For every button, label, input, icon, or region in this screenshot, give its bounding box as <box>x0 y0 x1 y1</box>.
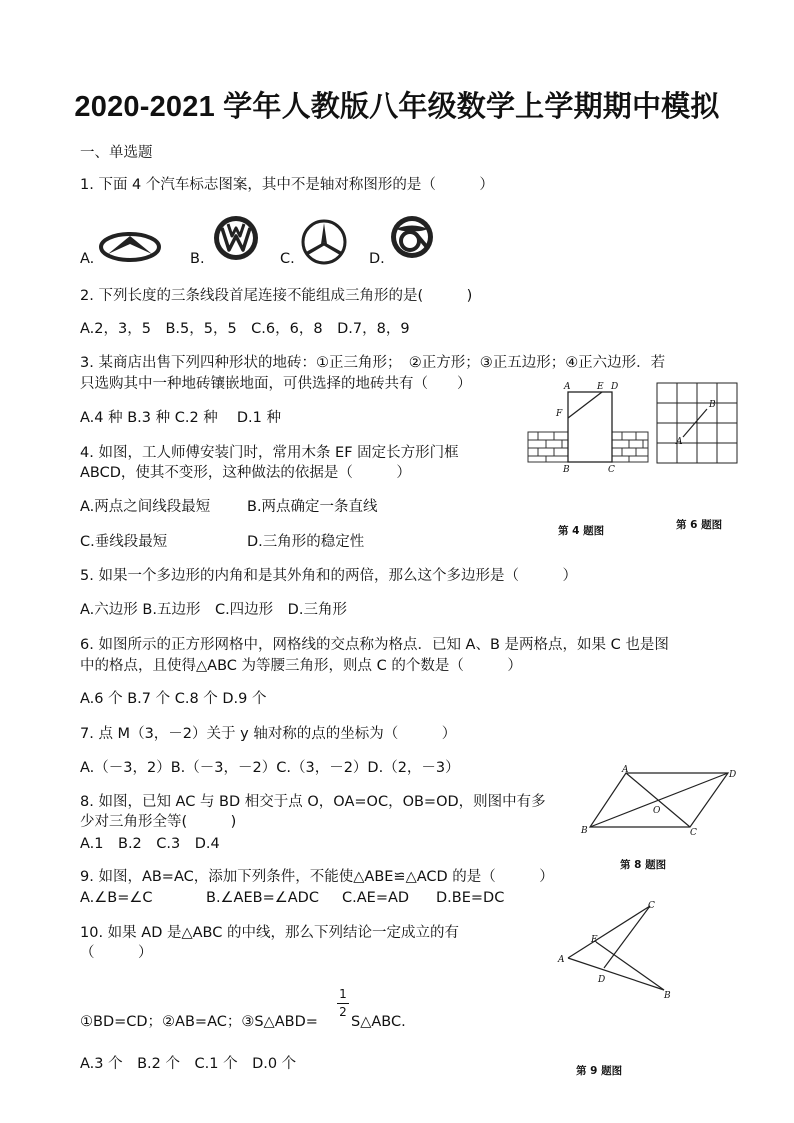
q5-options: A.六边形 B.五边形 C.四边形 D.三角形 <box>80 602 347 618</box>
q9-triangle-figure <box>552 898 676 1000</box>
q8-point-label: D <box>729 770 737 780</box>
q1-stem: 1. 下面 4 个汽车标志图案，其中不是轴对称图形的是（ ） <box>80 177 494 193</box>
q3-stem-line2: 只选购其中一种地砖镶嵌地面，可供选择的地砖共有（ ） <box>80 376 472 392</box>
mercedes-logo-icon <box>300 218 348 266</box>
q1-option-c: C. <box>280 251 295 267</box>
q1-option-a: A. <box>80 251 95 267</box>
q10-stem-line2: （ ） <box>80 945 153 961</box>
q4-point-label: A <box>564 382 571 392</box>
q9-point-label: C <box>648 901 655 911</box>
q4-point-label: E <box>597 382 604 392</box>
q9-option-d: D.BE=DC <box>436 890 505 906</box>
dongfeng-logo-icon <box>388 214 436 260</box>
q4-point-label: F <box>556 409 563 419</box>
q2-options: A.2，3，5 B.5，5，5 C.6，6，8 D.7，8，9 <box>80 321 410 337</box>
q8-point-label: O <box>653 806 661 816</box>
q3-stem-line1: 3. 某商店出售下列四种形状的地砖：①正三角形； ②正方形；③正五边形；④正六边形．若 <box>80 355 666 371</box>
q8-parallelogram-figure <box>578 763 740 839</box>
q6-point-label: A <box>676 437 683 447</box>
q1-option-d: D. <box>369 251 385 267</box>
q9-option-a: A.∠B=∠C <box>80 890 153 906</box>
q10-statements: ①BD=CD；②AB=AC；③S△ABD= <box>80 1014 318 1030</box>
q4-stem-line1: 4. 如图，工人师傅安装门时，常用木条 EF 固定长方形门框 <box>80 445 459 461</box>
q9-option-b: B.∠AEB=∠ADC <box>206 890 319 906</box>
q4-stem-line2: ABCD，使其不变形，这种做法的依据是（ ） <box>80 465 411 481</box>
q10-fraction-bar <box>337 1003 349 1004</box>
q4-figure-caption: 第 4 题图 <box>558 525 605 537</box>
q10-stem-line1: 10. 如果 AD 是△ABC 的中线，那么下列结论一定成立的有 <box>80 925 459 941</box>
q8-figure-caption: 第 8 题图 <box>620 859 667 871</box>
q4-door-frame-figure <box>526 378 650 476</box>
q4-option-c: C.垂线段最短 <box>80 534 168 550</box>
q9-point-label: D <box>598 975 606 985</box>
q8-point-label: A <box>622 765 629 775</box>
q4-option-b: B.两点确定一条直线 <box>247 499 378 515</box>
q9-point-label: B <box>664 991 671 1001</box>
q2-stem: 2. 下列长度的三条线段首尾连接不能组成三角形的是( ) <box>80 288 473 304</box>
q4-option-d: D.三角形的稳定性 <box>247 534 365 550</box>
q8-options: A.1 B.2 C.3 D.4 <box>80 836 220 852</box>
q9-stem: 9. 如图，AB=AC，添加下列条件，不能使△ABE≌△ACD 的是（ ） <box>80 869 554 885</box>
q7-stem: 7. 点 M（3，－2）关于 y 轴对称的点的坐标为（ ） <box>80 726 457 742</box>
q4-point-label: D <box>611 382 619 392</box>
q3-options: A.4 种 B.3 种 C.2 种 D.1 种 <box>80 410 282 426</box>
q8-stem-line2: 少对三角形全等( ) <box>80 814 237 830</box>
q4-option-a: A.两点之间线段最短 <box>80 499 211 515</box>
q10-fraction-numerator: 1 <box>339 987 347 1001</box>
q8-point-label: C <box>690 828 697 838</box>
volkswagen-logo-icon <box>212 214 260 262</box>
q9-point-label: A <box>558 955 565 965</box>
page-title: 2020-2021 学年人教版八年级数学上学期期中模拟 <box>74 91 720 123</box>
q10-fraction-denominator: 2 <box>339 1005 347 1019</box>
q1-option-b: B. <box>190 251 205 267</box>
q6-options: A.6 个 B.7 个 C.8 个 D.9 个 <box>80 691 267 707</box>
q10-options: A.3 个 B.2 个 C.1 个 D.0 个 <box>80 1056 297 1072</box>
q6-stem-line2: 中的格点，且使得△ABC 为等腰三角形，则点 C 的个数是（ ） <box>80 658 522 674</box>
q6-point-label: B <box>709 400 716 410</box>
q4-point-label: B <box>563 465 570 475</box>
section-heading: 一、单选题 <box>80 145 153 161</box>
q7-options: A.（－3，2）B.（－3，－2）C.（3，－2）D.（2，－3） <box>80 760 460 776</box>
q8-stem-line1: 8. 如图，已知 AC 与 BD 相交于点 O，OA=OC，OB=OD，则图中有多 <box>80 794 546 810</box>
q6-stem-line1: 6. 如图所示的正方形网格中，网格线的交点称为格点．已知 A、B 是两格点，如果 C 也是图 <box>80 637 669 653</box>
q10-statement-tail: S△ABC. <box>351 1014 406 1030</box>
q8-point-label: B <box>581 826 588 836</box>
q4-point-label: C <box>608 465 615 475</box>
q5-stem: 5. 如果一个多边形的内角和是其外角和的两倍，那么这个多边形是（ ） <box>80 568 577 584</box>
q6-grid-figure <box>656 382 738 464</box>
q9-figure-caption: 第 9 题图 <box>576 1065 623 1077</box>
infiniti-logo-icon <box>98 230 162 264</box>
q9-option-c: C.AE=AD <box>342 890 410 906</box>
q6-figure-caption: 第 6 题图 <box>676 519 723 531</box>
q9-point-label: E <box>591 935 598 945</box>
